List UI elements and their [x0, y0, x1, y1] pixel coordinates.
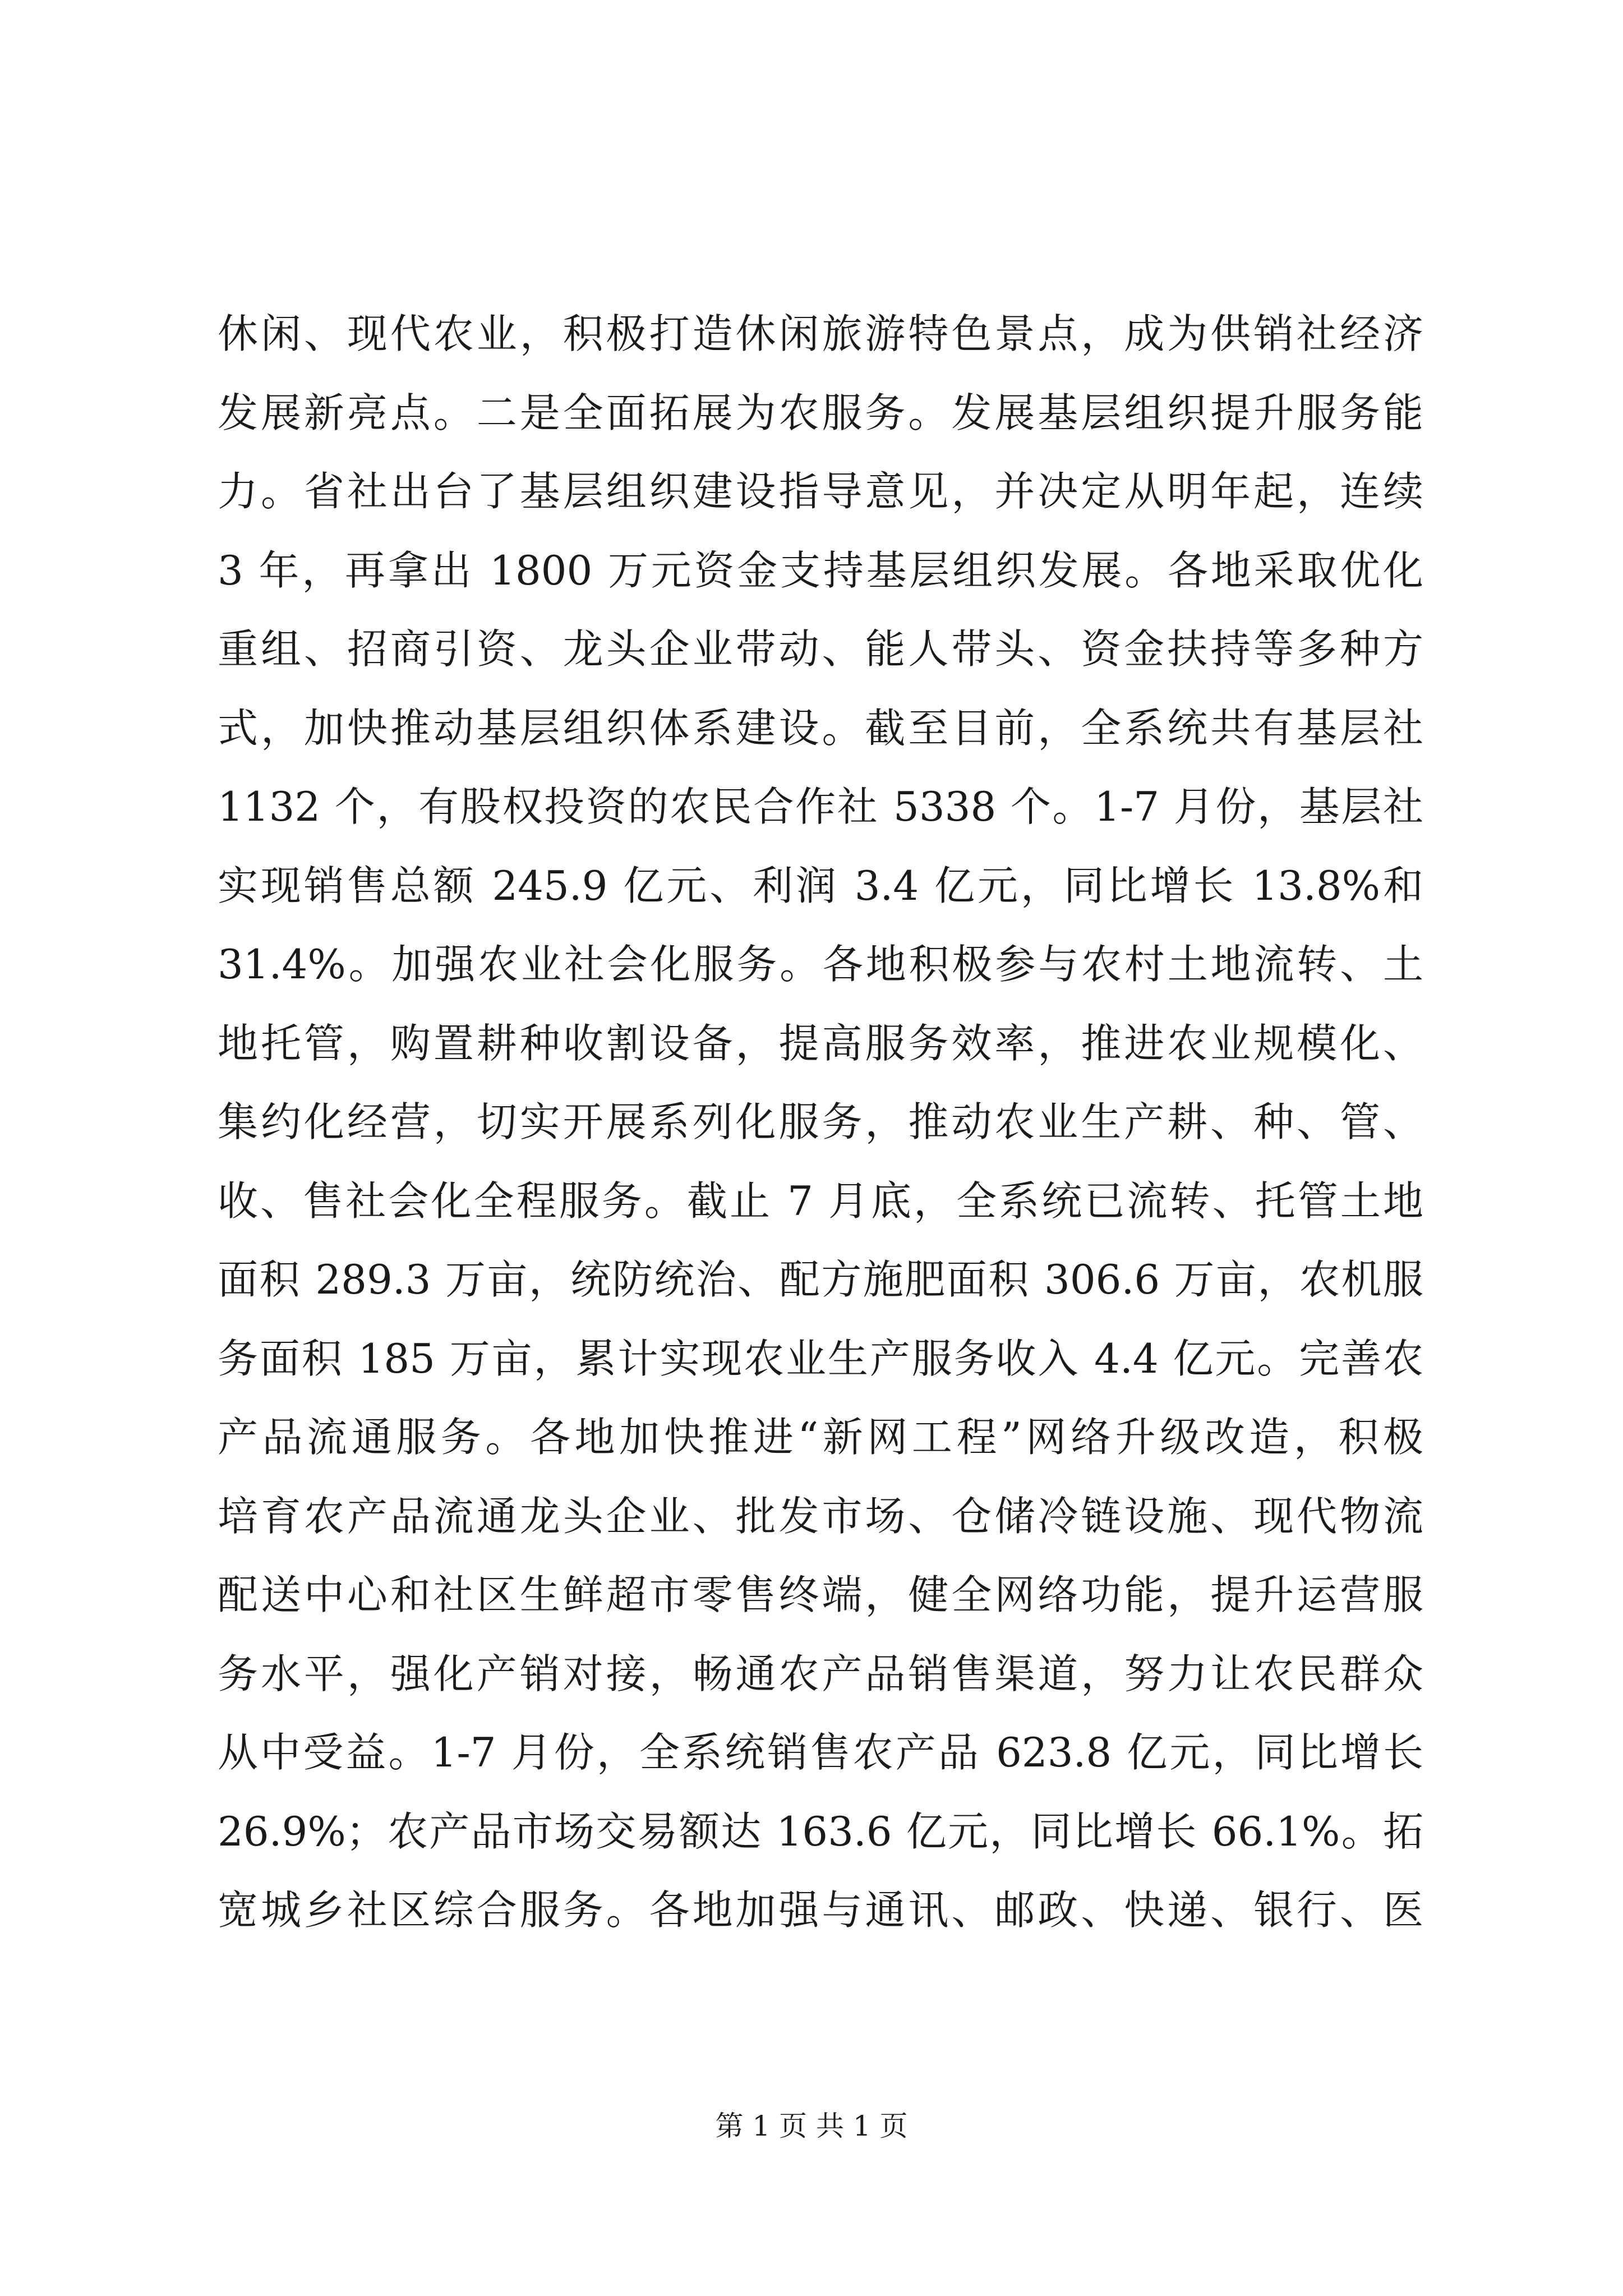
text-line: 面积 289.3 万亩，统防统治、配方施肥面积 306.6 万亩，农机服	[218, 1256, 1423, 1303]
text-line: 从中受益。1-7 月份，全系统销售农产品 623.8 亿元，同比增长	[218, 1729, 1423, 1776]
page-footer: 第 1 页 共 1 页	[715, 2110, 908, 2142]
text-line: 务水平，强化产销对接，畅通农产品销售渠道，努力让农民群众	[218, 1650, 1423, 1697]
text-line: 31.4%。加强农业社会化服务。各地积极参与农村土地流转、土	[218, 941, 1423, 988]
text-line: 配送中心和社区生鲜超市零售终端，健全网络功能，提升运营服	[218, 1571, 1423, 1618]
text-line: 休闲、现代农业，积极打造休闲旅游特色景点，成为供销社经济	[218, 310, 1423, 357]
text-line: 务面积 185 万亩，累计实现农业生产服务收入 4.4 亿元。完善农	[218, 1335, 1423, 1382]
text-line: 宽城乡社区综合服务。各地加强与通讯、邮政、快递、银行、医	[218, 1887, 1423, 1934]
text-line: 重组、招商引资、龙头企业带动、能人带头、资金扶持等多种方	[218, 625, 1423, 673]
body-text	[218, 295, 1423, 1950]
text-line: 发展新亮点。二是全面拓展为农服务。发展基层组织提升服务能	[218, 389, 1423, 436]
text-line: 地托管，购置耕种收割设备，提高服务效率，推进农业规模化、	[218, 1019, 1423, 1067]
text-line: 力。省社出台了基层组织建设指导意见，并决定从明年起，连续	[218, 468, 1423, 515]
text-line: 产品流通服务。各地加快推进“新网工程”网络升级改造，积极	[218, 1414, 1423, 1461]
text-line: 实现销售总额 245.9 亿元、利润 3.4 亿元，同比增长 13.8%和	[218, 862, 1423, 909]
text-line: 培育农产品流通龙头企业、批发市场、仓储冷链设施、现代物流	[218, 1492, 1423, 1540]
text-line: 26.9%；农产品市场交易额达 163.6 亿元，同比增长 66.1%。拓	[218, 1807, 1423, 1855]
text-line: 1132 个，有股权投资的农民合作社 5338 个。1-7 月份，基层社	[218, 783, 1423, 830]
text-line: 式，加快推动基层组织体系建设。截至目前，全系统共有基层社	[218, 704, 1423, 752]
text-line: 3 年，再拿出 1800 万元资金支持基层组织发展。各地采取优化	[218, 546, 1423, 594]
text-line: 收、售社会化全程服务。截止 7 月底，全系统已流转、托管土地	[218, 1177, 1423, 1225]
text-line: 集约化经营，切实开展系列化服务，推动农业生产耕、种、管、	[218, 1098, 1423, 1145]
